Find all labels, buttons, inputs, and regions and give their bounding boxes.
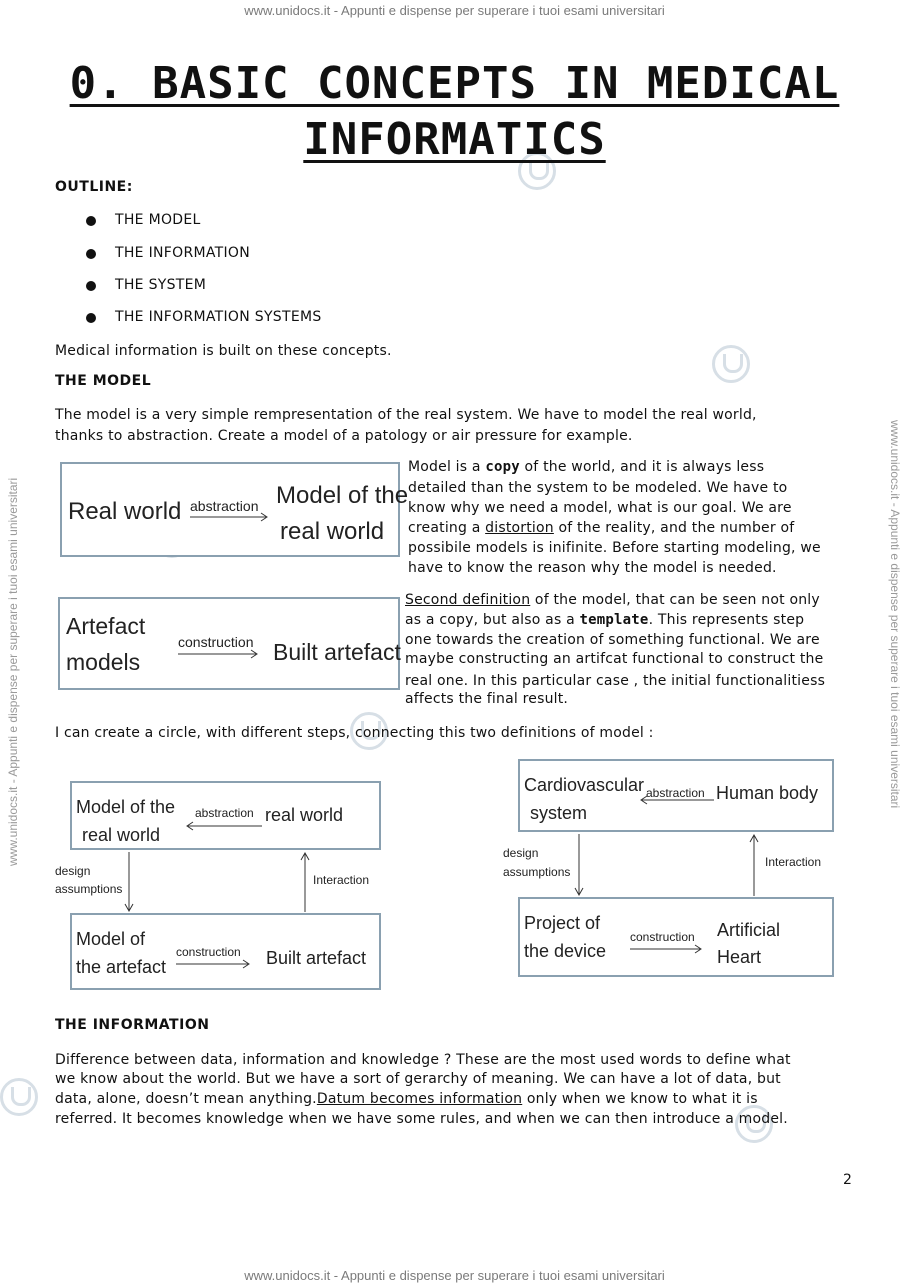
arrow-label: abstraction (646, 786, 705, 800)
outline-item: THE INFORMATION SYSTEMS (115, 309, 322, 325)
definition1-line: know why we need a model, what is our goal. We are (408, 500, 792, 516)
page-number: 2 (843, 1172, 852, 1188)
diagram-label: the artefact (76, 957, 167, 977)
diagram-label: Model of (76, 929, 146, 949)
arrow-label: abstraction (195, 806, 254, 820)
definition2-line: maybe constructing an artifcat functional to construct the (405, 651, 824, 667)
outline-item: THE INFORMATION (115, 245, 251, 261)
information-line: data, alone, doesn’t mean anything.Datum becomes information only when we know to what it is (55, 1091, 758, 1107)
model-paragraph-line: thanks to abstraction. Create a model of a patology or air pressure for example. (55, 428, 633, 444)
definition1-line: have to know the reason why the model is needed. (408, 560, 777, 576)
model-paragraph-line: The model is a very simple rempresentation of the real system. We have to model the real world, (55, 407, 757, 423)
side-label: design (55, 864, 91, 878)
arrow-down-icon (574, 834, 584, 896)
side-label: assumptions (55, 882, 123, 896)
arrow-right-icon (190, 512, 272, 522)
information-heading: THE INFORMATION (55, 1017, 210, 1033)
page-title-line2: INFORMATICS (303, 114, 606, 165)
arrow-right-icon (178, 649, 262, 659)
arrow-up-icon (300, 852, 310, 912)
diagram-label: real world (265, 805, 344, 825)
arrow-up-icon (749, 834, 759, 896)
definition2-line: real one. In this particular case , the initial functionalitiess (405, 673, 826, 689)
arrow-right-icon (630, 944, 706, 954)
diagram3-bottom-box (70, 913, 381, 990)
bullet-icon (86, 313, 96, 323)
definition1-line: possibile models is inifinite. Before starting modeling, we (408, 540, 821, 556)
diagram-artefact-construction (58, 597, 400, 690)
arrow-label: construction (630, 930, 695, 944)
diagram-label: Artefact (66, 613, 146, 639)
diagram4-top-box (518, 759, 834, 832)
arrow-label: abstraction (190, 498, 259, 514)
definition2-line: as a copy, but also as a template. This represents step (405, 612, 805, 628)
outline-item: THE MODEL (115, 212, 201, 228)
diagram-label: system (530, 803, 588, 823)
diagram3-top-box (70, 781, 381, 850)
diagram-label: Cardiovascular (524, 775, 645, 795)
diagram-label: Built artefact (273, 639, 401, 665)
diagram-label: Built artefact (266, 948, 367, 968)
watermark-top: www.unidocs.it - Appunti e dispense per superare i tuoi esami universitari (244, 3, 665, 18)
diagram-label: Model of the (276, 482, 409, 509)
diagram-label: Artificial (717, 920, 781, 940)
definition2-line: Second definition of the model, that can be seen not only (405, 592, 820, 608)
diagram4-bottom-box (518, 897, 834, 977)
side-label: Interaction (313, 873, 370, 887)
outline-item: THE SYSTEM (115, 277, 207, 293)
arrow-down-icon (124, 852, 134, 912)
diagram-label: Project of (524, 913, 601, 933)
diagram-label: Human body (716, 783, 819, 803)
circle-text: I can create a circle, with different steps, connecting this two definitions of model : (55, 725, 654, 741)
watermark-left: www.unidocs.it - Appunti e dispense per superare i tuoi esami universitari (6, 477, 20, 866)
bullet-icon (86, 249, 96, 259)
definition2-line: one towards the creation of something functional. We are (405, 632, 820, 648)
information-line: we know about the world. But we have a sort of gerarchy of meaning. We can have a lot of data, but (55, 1071, 781, 1087)
diagram-label: real world (82, 825, 161, 845)
information-line: referred. It becomes knowledge when we have some rules, and when we can then introduce a model. (55, 1111, 788, 1127)
outline-heading: OUTLINE: (55, 179, 133, 195)
diagram-label: real world (280, 518, 385, 545)
watermark-logo-icon (0, 1078, 38, 1116)
watermark-bottom: www.unidocs.it - Appunti e dispense per superare i tuoi esami universitari (244, 1268, 665, 1283)
diagram-label: Heart (717, 947, 762, 967)
diagram-label: Real world (68, 498, 182, 525)
watermark-logo-icon (712, 345, 750, 383)
diagram-label: Model of the (76, 797, 176, 817)
bullet-icon (86, 281, 96, 291)
diagram-real-world-abstraction (60, 462, 409, 557)
side-label: Interaction (765, 855, 822, 869)
definition1-line: Model is a copy of the world, and it is always less (408, 459, 765, 475)
arrow-left-icon (186, 821, 262, 831)
arrow-label: construction (178, 634, 254, 650)
definition1-line: creating a distortion of the reality, and the number of (408, 520, 795, 536)
definition2-line: affects the final result. (405, 691, 569, 707)
diagram-label: the device (524, 941, 607, 961)
side-label: assumptions (503, 865, 571, 879)
arrow-label: construction (176, 945, 241, 959)
page-title-line1: 0. BASIC CONCEPTS IN MEDICAL (69, 58, 840, 109)
intro-text: Medical information is built on these concepts. (55, 343, 392, 359)
side-label: design (503, 846, 539, 860)
definition1-line: detailed than the system to be modeled. We have to (408, 480, 788, 496)
arrow-right-icon (176, 959, 254, 969)
watermark-right: www.unidocs.it - Appunti e dispense per superare i tuoi esami universitari (888, 420, 902, 809)
diagram-label: models (66, 649, 141, 675)
bullet-icon (86, 216, 96, 226)
information-line: Difference between data, information and knowledge ? These are the most used words to define what (55, 1052, 791, 1068)
model-heading: THE MODEL (55, 373, 152, 389)
